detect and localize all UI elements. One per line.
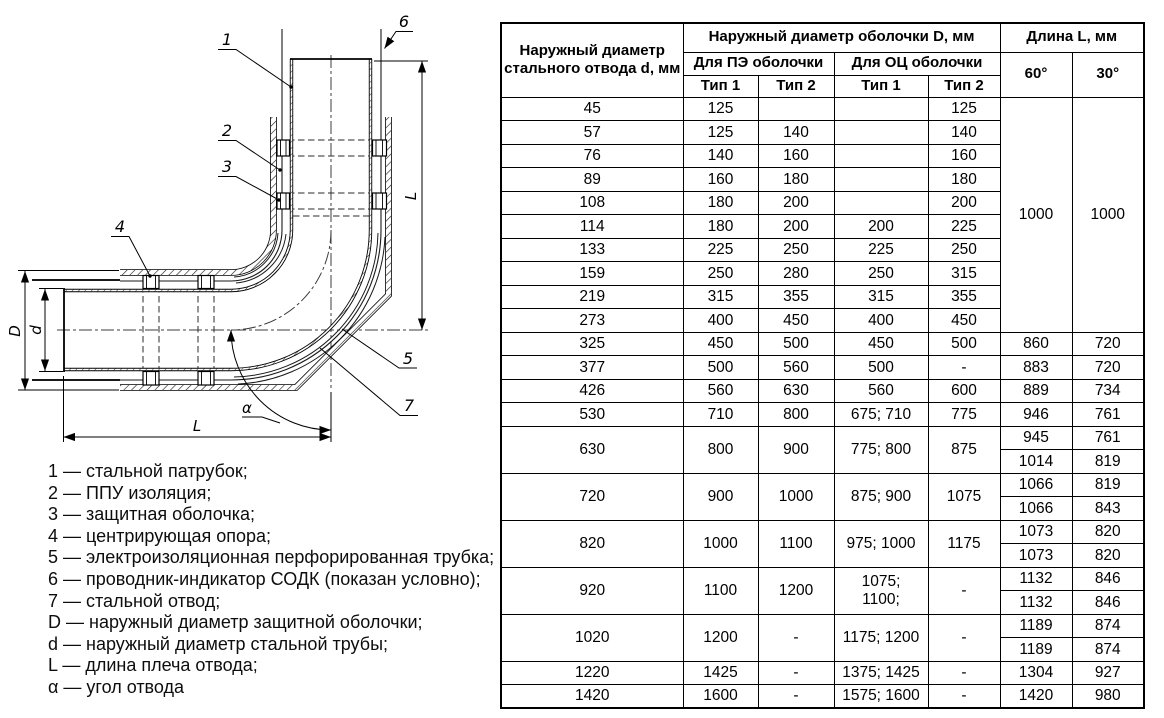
table-cell: 133: [501, 238, 683, 262]
table-row: [501, 614, 1144, 638]
table-cell: 315: [683, 285, 758, 309]
callout-2: 2: [221, 121, 233, 140]
jacket: [120, 117, 389, 388]
table-cell: 280: [758, 262, 834, 286]
header-oc-type2: Тип 2: [928, 75, 1000, 97]
table-cell: 875: [928, 426, 1000, 473]
table-body: [501, 97, 1144, 708]
dim-label-d: d: [27, 325, 45, 335]
table-cell: 325: [501, 332, 683, 356]
callout-4: 4: [114, 217, 126, 236]
table-cell: 1020: [501, 614, 683, 661]
legend-item: 4 — центрирующая опора;: [48, 525, 272, 546]
table-cell: 500: [758, 332, 834, 356]
table-cell: [834, 121, 928, 145]
table-cell: 225: [683, 238, 758, 262]
table-cell: 975; 1000: [834, 520, 928, 567]
callout-5: 5: [402, 349, 414, 368]
table-cell: 1132: [1000, 591, 1072, 615]
dim-alpha-leader: [242, 417, 280, 423]
table-cell: 355: [758, 285, 834, 309]
table-cell: 1000: [683, 520, 758, 567]
table-row: [501, 473, 1144, 497]
table-cell: 675; 710: [834, 403, 928, 427]
table-cell: 1189: [1000, 614, 1072, 638]
table-cell: 225: [928, 215, 1000, 239]
table-cell: 377: [501, 356, 683, 380]
table-cell: 1375; 1425: [834, 661, 928, 685]
table-cell: 1132: [1000, 567, 1072, 591]
table-cell: 846: [1072, 591, 1144, 615]
table-cell: 720: [1072, 356, 1144, 380]
table-cell: 140: [928, 121, 1000, 145]
table-cell: 273: [501, 309, 683, 333]
table-row: [501, 426, 1144, 450]
table-cell: 1073: [1000, 544, 1072, 568]
table-cell: 1073: [1000, 520, 1072, 544]
table-cell: 180: [928, 168, 1000, 192]
table-cell: 775; 800: [834, 426, 928, 473]
table-cell: 560: [834, 379, 928, 403]
legend-item: D — наружный диаметр защитной оболочки;: [48, 612, 423, 633]
table-cell: 874: [1072, 638, 1144, 662]
table-row: [501, 685, 1144, 709]
table-cell: 800: [683, 426, 758, 473]
table-cell: -: [928, 614, 1000, 661]
legend-item: 6 — проводник-индикатор СОДК (показан условно);: [48, 568, 481, 589]
table-cell: 1100: [683, 567, 758, 614]
header-oc-jacket: Для ОЦ оболочки: [834, 52, 1000, 75]
table-cell: 883: [1000, 356, 1072, 380]
table-cell: 945: [1000, 426, 1072, 450]
table-row: [501, 567, 1144, 591]
table-cell: 1175; 1200: [834, 614, 928, 661]
table-cell: 160: [928, 144, 1000, 168]
table-cell: 560: [683, 379, 758, 403]
centerlines: [57, 55, 428, 388]
table-cell: 225: [834, 238, 928, 262]
table-cell: 843: [1072, 497, 1144, 521]
table-cell: 775: [928, 403, 1000, 427]
legend-item: 3 — защитная оболочка;: [48, 504, 255, 525]
legend-item: 5 — электроизоляционная перфорированная трубка;: [48, 547, 495, 568]
table-cell: 1000: [1000, 97, 1072, 332]
table-cell: 1075; 1100;: [834, 567, 928, 614]
legend-item: 1 — стальной патрубок;: [48, 461, 248, 481]
table-cell: -: [928, 356, 1000, 380]
table-cell: 1175: [928, 520, 1000, 567]
table-cell: 820: [501, 520, 683, 567]
table-row: [501, 520, 1144, 544]
table-cell: 125: [683, 121, 758, 145]
table-cell: 560: [758, 356, 834, 380]
table-cell: 1220: [501, 661, 683, 685]
callout-1: 1: [221, 30, 233, 49]
header-steel-diameter: Наружный диаметр стального отвода d, мм: [501, 23, 683, 97]
table-cell: 200: [928, 191, 1000, 215]
table-cell: -: [758, 661, 834, 685]
table-cell: 114: [501, 215, 683, 239]
table-row: [501, 403, 1144, 427]
legend: [48, 461, 494, 699]
table-cell: [834, 144, 928, 168]
table-cell: 57: [501, 121, 683, 145]
header-pe-type2: Тип 2: [758, 75, 834, 97]
header-length: Длина L, мм: [1000, 23, 1144, 52]
table-cell: 1420: [1000, 685, 1072, 709]
table-cell: 734: [1072, 379, 1144, 403]
table-row: [501, 97, 1144, 121]
table-cell: 450: [834, 332, 928, 356]
dim-label-L-right: L: [402, 191, 420, 201]
header-oc-type1: Тип 1: [834, 75, 928, 97]
table-cell: 820: [1072, 520, 1144, 544]
table-cell: 1200: [758, 567, 834, 614]
table-cell: 200: [758, 191, 834, 215]
table-cell: 76: [501, 144, 683, 168]
table-cell: 1000: [1072, 97, 1144, 332]
table-cell: -: [758, 614, 834, 661]
table-cell: 450: [758, 309, 834, 333]
table-cell: 125: [683, 97, 758, 121]
table-cell: 180: [683, 215, 758, 239]
table-header: [501, 23, 1144, 97]
dim-label-L-bottom: L: [192, 417, 202, 435]
legend-item: L — длина плеча отвода;: [48, 655, 258, 676]
table-cell: 250: [683, 262, 758, 286]
table-cell: 600: [928, 379, 1000, 403]
table-cell: 900: [683, 473, 758, 520]
table-cell: 920: [501, 567, 683, 614]
table-cell: 710: [683, 403, 758, 427]
table-cell: 400: [683, 309, 758, 333]
table-cell: 630: [758, 379, 834, 403]
table-cell: 630: [501, 426, 683, 473]
table-cell: 1600: [683, 685, 758, 709]
table-cell: 400: [834, 309, 928, 333]
legend-item: 7 — стальной отвод;: [48, 590, 221, 611]
table-cell: [834, 168, 928, 192]
table-cell: 315: [834, 285, 928, 309]
table-cell: -: [928, 661, 1000, 685]
callout-6: 6: [398, 12, 410, 31]
table-row: [501, 661, 1144, 685]
table-cell: 530: [501, 403, 683, 427]
table-cell: 160: [758, 144, 834, 168]
dim-label-alpha: α: [242, 399, 252, 417]
header-pe-type1: Тип 1: [683, 75, 758, 97]
table-cell: 140: [758, 121, 834, 145]
legend-item: 2 — ППУ изоляция;: [48, 482, 212, 503]
table-cell: 250: [834, 262, 928, 286]
table-cell: 819: [1072, 450, 1144, 474]
table-cell: 846: [1072, 567, 1144, 591]
dimensions-table: [500, 22, 1145, 709]
table-cell: 761: [1072, 403, 1144, 427]
table-cell: 200: [758, 215, 834, 239]
centerline-bend-arc: [231, 230, 331, 330]
table-cell: 250: [928, 238, 1000, 262]
table-cell: 1075: [928, 473, 1000, 520]
table-cell: 89: [501, 168, 683, 192]
callout-7: 7: [403, 396, 415, 415]
table-cell: 900: [758, 426, 834, 473]
table-cell: 1014: [1000, 450, 1072, 474]
table-cell: [834, 191, 928, 215]
dim-label-D: D: [6, 325, 24, 337]
table-cell: 820: [1072, 544, 1144, 568]
table-cell: 720: [1072, 332, 1144, 356]
table-cell: 1425: [683, 661, 758, 685]
table-cell: [834, 97, 928, 121]
table-cell: 315: [928, 262, 1000, 286]
table-cell: 450: [683, 332, 758, 356]
header-60deg: 60°: [1000, 52, 1072, 97]
table-cell: 125: [928, 97, 1000, 121]
table-cell: 819: [1072, 473, 1144, 497]
table-cell: 720: [501, 473, 683, 520]
table-cell: 159: [501, 262, 683, 286]
table-cell: 250: [758, 238, 834, 262]
table-row: [501, 332, 1144, 356]
table-cell: -: [928, 567, 1000, 614]
table-cell: 180: [683, 191, 758, 215]
table-cell: 500: [834, 356, 928, 380]
header-pe-jacket: Для ПЭ оболочки: [683, 52, 834, 75]
table-cell: 1100: [758, 520, 834, 567]
table-cell: 45: [501, 97, 683, 121]
table-cell: 800: [758, 403, 834, 427]
table-cell: 874: [1072, 614, 1144, 638]
table-cell: 761: [1072, 426, 1144, 450]
header-30deg: 30°: [1072, 52, 1144, 97]
table-cell: 355: [928, 285, 1000, 309]
table-cell: 450: [928, 309, 1000, 333]
table-cell: 1066: [1000, 473, 1072, 497]
table-cell: 1420: [501, 685, 683, 709]
table-cell: 500: [928, 332, 1000, 356]
perforated-tube: [234, 233, 385, 384]
legend-item: d — наружный диаметр стальной трубы;: [48, 633, 389, 654]
table-cell: 108: [501, 191, 683, 215]
table-cell: 875; 900: [834, 473, 928, 520]
table-cell: 140: [683, 144, 758, 168]
callout-3: 3: [221, 157, 233, 176]
table-cell: -: [928, 685, 1000, 709]
table-cell: 946: [1000, 403, 1072, 427]
table-cell: 500: [683, 356, 758, 380]
header-jacket-diameter: Наружный диаметр оболочки D, мм: [683, 23, 1000, 52]
legend-item: α — угол отвода: [48, 676, 185, 697]
table-cell: 426: [501, 379, 683, 403]
elbow-diagram: [0, 0, 500, 460]
table-cell: 1304: [1000, 661, 1072, 685]
table-cell: 219: [501, 285, 683, 309]
table-cell: 180: [758, 168, 834, 192]
table-cell: 1000: [758, 473, 834, 520]
table-cell: -: [758, 685, 834, 709]
table-cell: 1066: [1000, 497, 1072, 521]
table-cell: 889: [1000, 379, 1072, 403]
table-cell: 160: [683, 168, 758, 192]
table-cell: 1189: [1000, 638, 1072, 662]
table-cell: 200: [834, 215, 928, 239]
table-row: [501, 379, 1144, 403]
table-cell: 980: [1072, 685, 1144, 709]
table-cell: 927: [1072, 661, 1144, 685]
table-cell: [758, 97, 834, 121]
table-cell: 1575; 1600: [834, 685, 928, 709]
table-row: [501, 356, 1144, 380]
table-cell: 860: [1000, 332, 1072, 356]
table-cell: 1200: [683, 614, 758, 661]
